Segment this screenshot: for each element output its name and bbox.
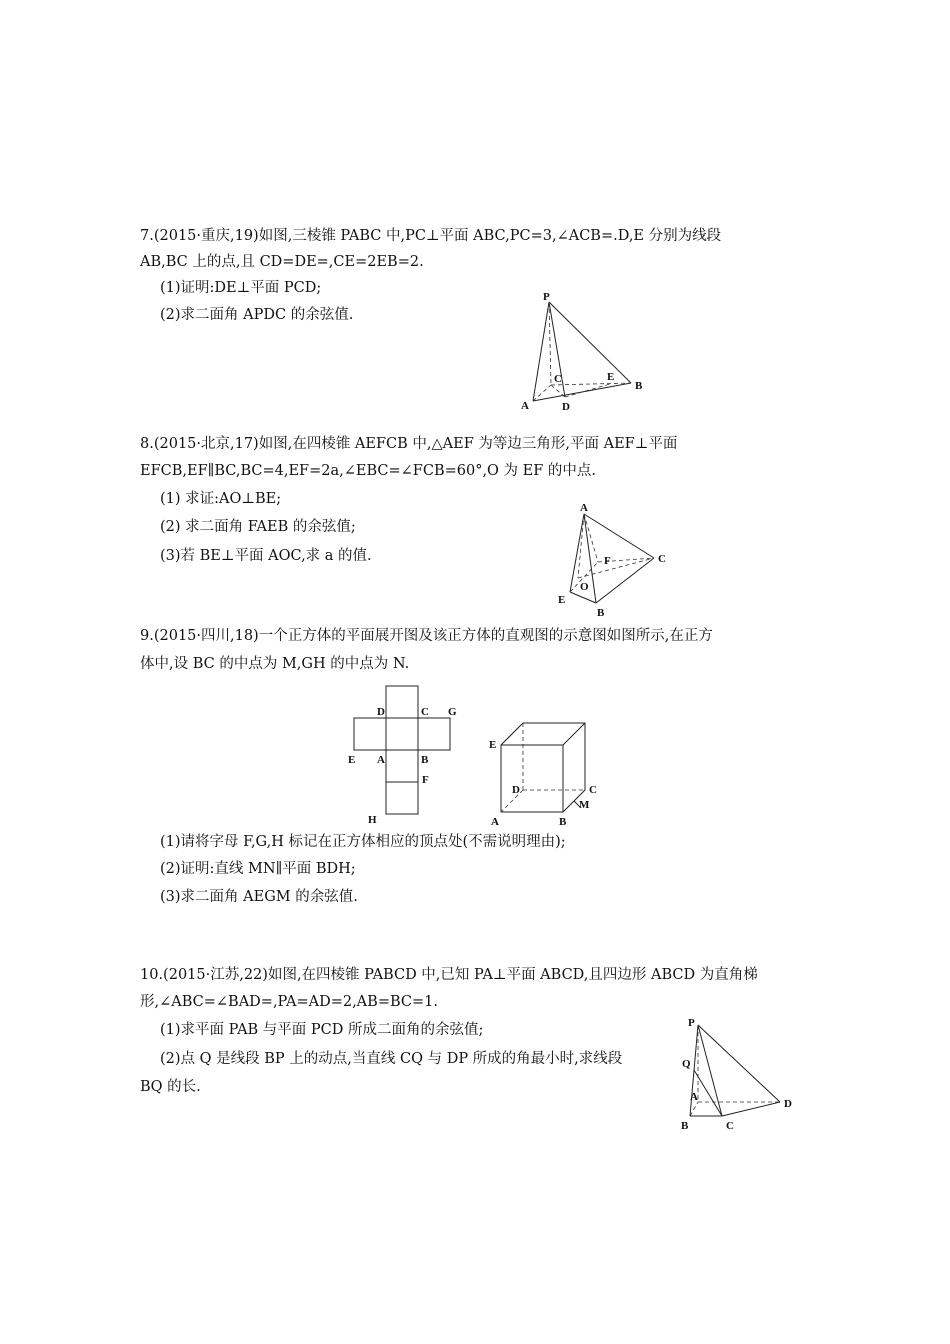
label-B: B [681, 1120, 689, 1132]
label-E: E [558, 594, 566, 606]
label-A: A [580, 502, 588, 514]
problem-7-pyramid-figure [515, 290, 650, 415]
label-D: D [784, 1098, 792, 1110]
net-label-H: H [368, 814, 377, 825]
label-Q: Q [682, 1058, 691, 1070]
label-C: C [726, 1120, 734, 1132]
problem-10-line-5: BQ 的长. [140, 1079, 201, 1095]
cube-label-E: E [489, 739, 497, 751]
label-F: F [604, 555, 611, 567]
label-O: O [580, 581, 589, 593]
cube-label-C: C [589, 784, 597, 796]
cube-label-M: M [579, 799, 590, 811]
problem-8-part-1: (1) 求证:AO⊥BE; [160, 491, 282, 507]
label-C: C [554, 373, 562, 385]
problem-9-cube-figure [485, 715, 615, 830]
problem-10-pyramid-figure [676, 1015, 806, 1135]
problem-9-part-2: (2)证明:直线 MN∥平面 BDH; [160, 861, 356, 877]
net-label-E: E [348, 754, 356, 766]
problem-8-line-1: 8.(2015·北京,17)如图,在四棱锥 AEFCB 中,△AEF 为等边三角形,平面 AEF⊥平面 [140, 436, 678, 452]
problem-9-part-1: (1)请将字母 F,G,H 标记在正方体相应的顶点处(不需说明理由); [160, 834, 566, 850]
problem-8-pyramid-figure [550, 500, 670, 620]
net-label-C: C [421, 706, 429, 718]
label-B: B [635, 380, 643, 392]
problem-9-net-figure [340, 680, 470, 825]
problem-7-part-1: (1)证明:DE⊥平面 PCD; [160, 280, 322, 296]
problem-10-part-1: (1)求平面 PAB 与平面 PCD 所成二面角的余弦值; [160, 1022, 484, 1038]
label-A: A [690, 1091, 698, 1103]
problem-7-line-2: AB,BC 上的点,且 CD=DE=,CE=2EB=2. [140, 254, 424, 270]
label-B: B [597, 607, 605, 619]
net-label-G: G [448, 706, 457, 718]
net-label-B: B [421, 754, 429, 766]
problem-7-line-1: 7.(2015·重庆,19)如图,三棱锥 PABC 中,PC⊥平面 ABC,PC=3,∠ACB=.D,E 分别为线段 [140, 228, 722, 244]
cube-label-A: A [491, 816, 499, 828]
problem-9-part-3: (3)求二面角 AEGM 的余弦值. [160, 889, 358, 905]
problem-7-part-2: (2)求二面角 APDC 的余弦值. [160, 307, 354, 323]
label-D: D [562, 401, 570, 413]
label-A: A [521, 400, 529, 412]
label-P: P [688, 1017, 695, 1029]
label-P: P [543, 291, 550, 303]
problem-9-line-1: 9.(2015·四川,18)一个正方体的平面展开图及该正方体的直观图的示意图如图所示,在正方 [140, 628, 713, 644]
problem-10-line-1: 10.(2015·江苏,22)如图,在四棱锥 PABCD 中,已知 PA⊥平面 ABCD,且四边形 ABCD 为直角梯 [140, 967, 758, 983]
problem-8-part-3: (3)若 BE⊥平面 AOC,求 a 的值. [160, 548, 372, 564]
cube-label-B: B [559, 816, 567, 828]
problem-9-line-2: 体中,设 BC 的中点为 M,GH 的中点为 N. [140, 656, 410, 672]
cube-label-D: D [512, 784, 520, 796]
problem-8-part-2: (2) 求二面角 FAEB 的余弦值; [160, 519, 356, 535]
label-E: E [607, 371, 615, 383]
problem-10-line-2: 形,∠ABC=∠BAD=,PA=AD=2,AB=BC=1. [140, 994, 438, 1010]
net-label-D: D [377, 706, 385, 718]
net-label-F: F [422, 774, 429, 786]
problem-10-part-2: (2)点 Q 是线段 BP 上的动点,当直线 CQ 与 DP 所成的角最小时,求线段 [160, 1051, 623, 1067]
net-label-A: A [377, 754, 385, 766]
label-C: C [658, 553, 666, 565]
problem-8-line-2: EFCB,EF∥BC,BC=4,EF=2a,∠EBC=∠FCB=60°,O 为 EF 的中点. [140, 463, 597, 479]
